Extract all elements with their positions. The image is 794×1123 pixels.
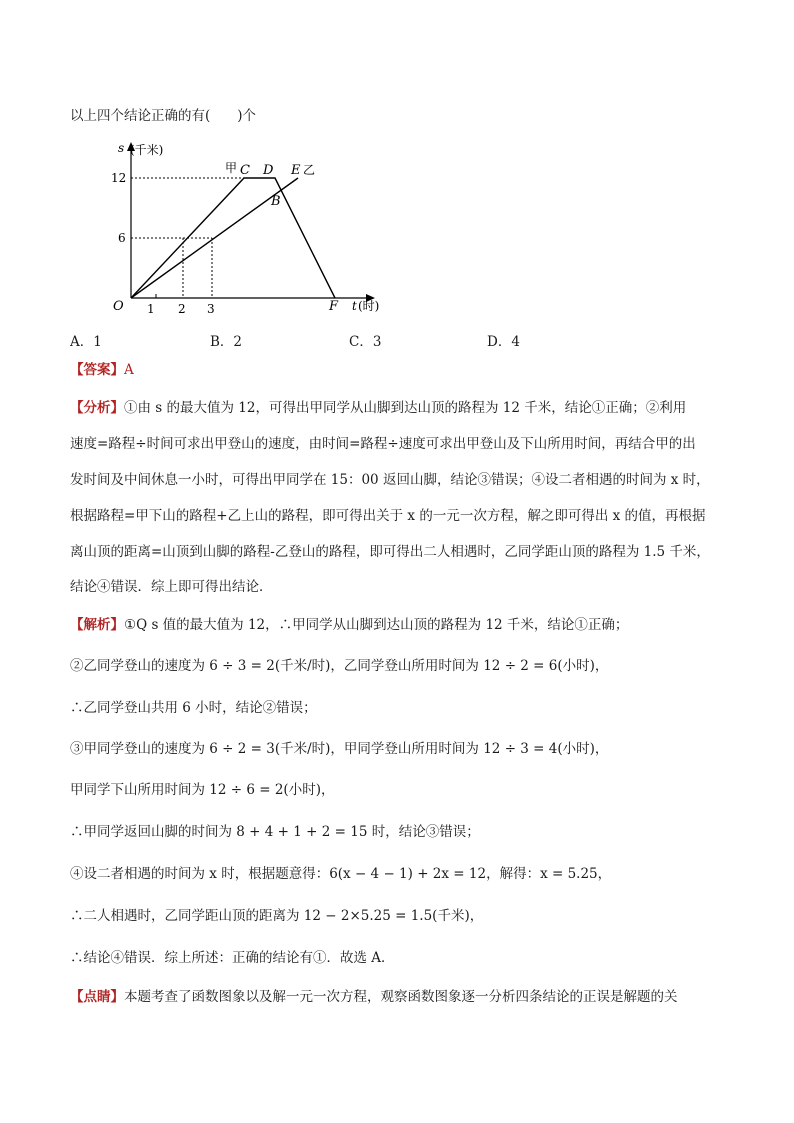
x-tick-1-label: 1	[147, 302, 155, 316]
analysis-line-3: 发时间及中间休息一小时，可得出甲同学在 15：00 返回山脚，结论③错误；④设二者相遇的时间为 x 时，	[70, 472, 710, 488]
question-stem: 以上四个结论正确的有( )个	[70, 108, 257, 124]
solution-tag: 【解析】	[70, 617, 124, 633]
solution-line-3: ∴乙同学登山共用 6 小时，结论②错误；	[70, 700, 317, 716]
analysis-line-2: 速度=路程÷时间可求出甲登山的速度，由时间=路程÷速度可求出甲登山及下山所用时间，再结合甲的出	[70, 436, 696, 452]
origin-label: O	[113, 299, 124, 314]
option-d: D．4	[487, 334, 520, 350]
jia-line	[131, 178, 335, 298]
x-tick-3-label: 3	[207, 302, 215, 316]
solution-line-9: ∴结论④错误．综上所述：正确的结论有①．故选 A．	[70, 950, 395, 966]
x-axis-label: t	[352, 299, 357, 313]
analysis-line-1: 【分析】①由 s 的最大值为 12，可得出甲同学从山脚到达山顶的路程为 12 千米，结论①正确；②利用	[70, 400, 687, 416]
solution-line-2: ②乙同学登山的速度为 6 ÷ 3 = 2(千米/时)，乙同学登山所用时间为 12 ÷ 2 = 6(小时)，	[70, 658, 609, 674]
answer-line	[70, 360, 730, 380]
comment-tag: 【点睛】	[70, 989, 124, 1005]
jia-label: 甲	[225, 161, 238, 175]
y-tick-6: 6	[118, 231, 126, 245]
solution-line-1: 【解析】①Q s 值的最大值为 12，∴甲同学从山脚到达山顶的路程为 12 千米，结论①正确；	[70, 617, 629, 633]
yi-label: 乙	[303, 163, 316, 177]
y-tick-12: 12	[111, 171, 127, 185]
point-f-label: F	[329, 299, 339, 314]
x-unit-label: (时)	[358, 299, 380, 313]
comment-line: 【点睛】本题考查了函数图象以及解一元一次方程，观察函数图象逐一分析四条结论的正误是解题的关	[70, 989, 678, 1005]
distance-time-graph	[100, 138, 420, 328]
analysis-line-4: 根据路程=甲下山的路程+乙上山的路程，即可得出关于 x 的一元一次方程，解之即可得出 x 的值，再根据	[70, 508, 706, 524]
option-b: B．2	[210, 334, 243, 350]
answer-tag: 【答案】	[70, 362, 124, 378]
x-tick-2-label: 2	[178, 302, 186, 316]
y-axis-label: s	[118, 141, 125, 155]
point-e-label: E	[291, 163, 301, 178]
solution-line-6: ∴甲同学返回山脚的时间为 8 + 4 + 1 + 2 = 15 时，结论③错误；	[70, 824, 480, 840]
option-a: A．1	[70, 334, 102, 350]
solution-line-8: ∴二人相遇时，乙同学距山顶的距离为 12 − 2×5.25 = 1.5(千米)，	[70, 908, 484, 924]
analysis-line-6: 结论④错误．综上即可得出结论．	[70, 579, 273, 595]
analysis-line-5: 离山顶的距离=山顶到山脚的路程-乙登山的路程，即可得出二人相遇时，乙同学距山顶的路程为 1.5 千米，	[70, 544, 710, 560]
answer-value: A	[124, 362, 134, 378]
y-unit-label: (千米)	[130, 143, 164, 157]
solution-line-4: ③甲同学登山的速度为 6 ÷ 2 = 3(千米/时)，甲同学登山所用时间为 12 ÷ 3 = 4(小时)，	[70, 741, 609, 757]
analysis-tag: 【分析】	[70, 400, 124, 416]
solution-line-7: ④设二者相遇的时间为 x 时，根据题意得：6(x − 4 − 1) + 2x = 12，解得：x = 5.25，	[70, 866, 612, 882]
point-c-label: C	[240, 163, 250, 178]
point-b-label: B	[271, 194, 281, 209]
option-c: C．3	[349, 334, 382, 350]
solution-line-5: 甲同学下山所用时间为 12 ÷ 6 = 2(小时)，	[70, 782, 335, 798]
point-d-label: D	[263, 163, 274, 178]
